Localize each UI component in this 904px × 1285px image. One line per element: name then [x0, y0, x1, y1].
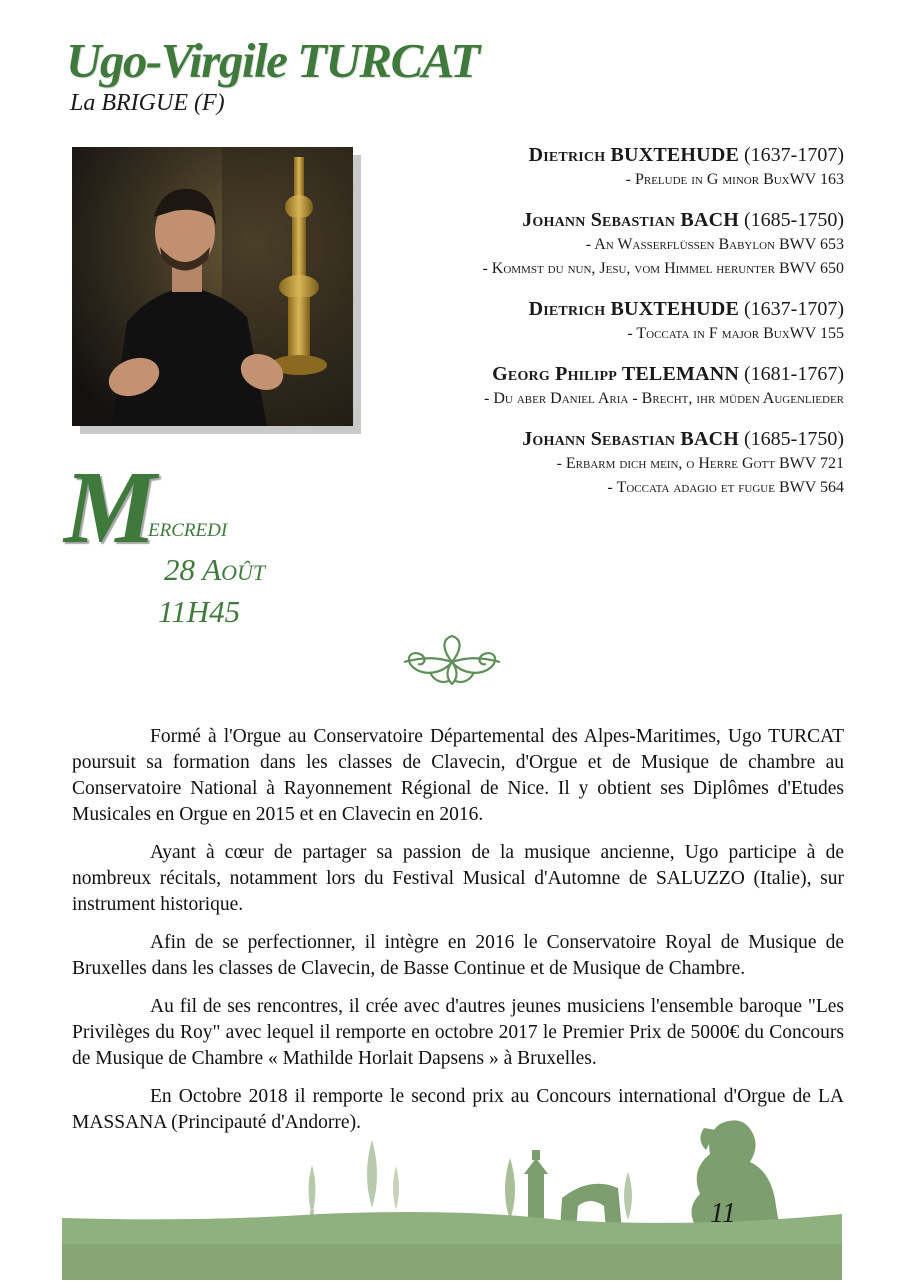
program-piece-3: [344, 296, 844, 346]
composer-dates: (1681-1767): [744, 363, 844, 385]
composer-name: Johann Sebastian BACH: [522, 209, 740, 231]
program-piece-2: [344, 207, 844, 281]
composer-dates: (1637-1707): [744, 298, 844, 320]
composer-name: Dietrich BUXTEHUDE: [528, 298, 740, 320]
composer-dates: (1685-1750): [744, 209, 844, 231]
work-title: - Prelude in G minor BuxWV 163: [625, 171, 844, 188]
bio-paragraph: Ayant à cœur de partager sa passion de la musique ancienne, Ugo participe à de nombreux récitals, notamment lors du Festival Musical d'Automne de SALUZZO (Italie), sur instrument historique.: [72, 842, 844, 915]
composer-name: Georg Philipp TELEMANN: [492, 363, 740, 385]
work-title: - An Wasserflüssen Babylon BWV 653: [585, 236, 844, 253]
composer-name: Dietrich BUXTEHUDE: [528, 144, 740, 166]
bio-paragraph: Formé à l'Orgue au Conservatoire Départemental des Alpes-Maritimes, Ugo TURCAT poursuit sa formation dans les classes de Clavecin, d'Orgue et de Musique de chambre au Conservatoire National à Rayonnement Régional de Nice. Il y obtient ses Diplômes d'Etudes Musicales en Orgue en 2015 et en Clavecin en 2016.: [72, 726, 844, 825]
event-date-block: [64, 450, 364, 632]
day-initial: M: [64, 450, 157, 565]
bio-paragraph: Au fil de ses rencontres, il crée avec d'autres jeunes musiciens l'ensemble baroque "Les Privilèges du Roy" avec lequel il remporte en octobre 2017 le Premier Prix de 5000€ du Concours de Musique de Chambre « Mathilde Horlait Dapsens » à Bruxelles.: [72, 996, 844, 1069]
bio-paragraph: Afin de se perfectionner, il intègre en 2016 le Conservatoire Royal de Musique de Bruxelles dans les classes de Clavecin, de Basse Continue et de Musique de Chambre.: [72, 932, 844, 979]
performer-photo: [72, 147, 353, 426]
composer-dates: (1685-1750): [744, 428, 844, 450]
program-piece-1: [344, 142, 844, 192]
composer-line: [344, 296, 844, 322]
bio-paragraph: En Octobre 2018 il remporte le second prix au Concours international d'Orgue de LA MASSANA (Principauté d'Andorre).: [72, 1086, 844, 1133]
landscape-footer-illustration: [0, 1110, 904, 1285]
work-title: - Du aber Daniel Aria - Brecht, ihr müden Augenlieder: [484, 390, 844, 407]
program-piece-4: [344, 361, 844, 411]
event-date: 28 Août: [164, 552, 266, 587]
composer-line: [344, 361, 844, 387]
event-time: 11H45: [158, 594, 241, 629]
work-title: - Erbarm dich mein, o Herre Gott BWV 721: [556, 455, 844, 472]
page-number: 11: [710, 1198, 736, 1229]
program-piece-5: [344, 426, 844, 500]
composer-line: [344, 142, 844, 168]
performer-origin: La BRIGUE (F): [70, 90, 225, 116]
composer-dates: (1637-1707): [744, 144, 844, 166]
flourish-ornament-icon: [400, 632, 504, 699]
work-title: - Toccata adagio et fugue BWV 564: [607, 479, 844, 496]
composer-line: [344, 207, 844, 233]
biography: [72, 724, 844, 1148]
work-title: - Toccata in F major BuxWV 155: [627, 325, 844, 342]
event-day: ercredi: [148, 512, 228, 542]
work-title: - Kommst du nun, Jesu, vom Himmel herunter BWV 650: [482, 260, 844, 277]
performer-name: Ugo-Virgile TURCAT: [66, 33, 479, 88]
composer-line: [344, 426, 844, 452]
concert-program: [344, 142, 844, 515]
composer-name: Johann Sebastian BACH: [522, 428, 740, 450]
